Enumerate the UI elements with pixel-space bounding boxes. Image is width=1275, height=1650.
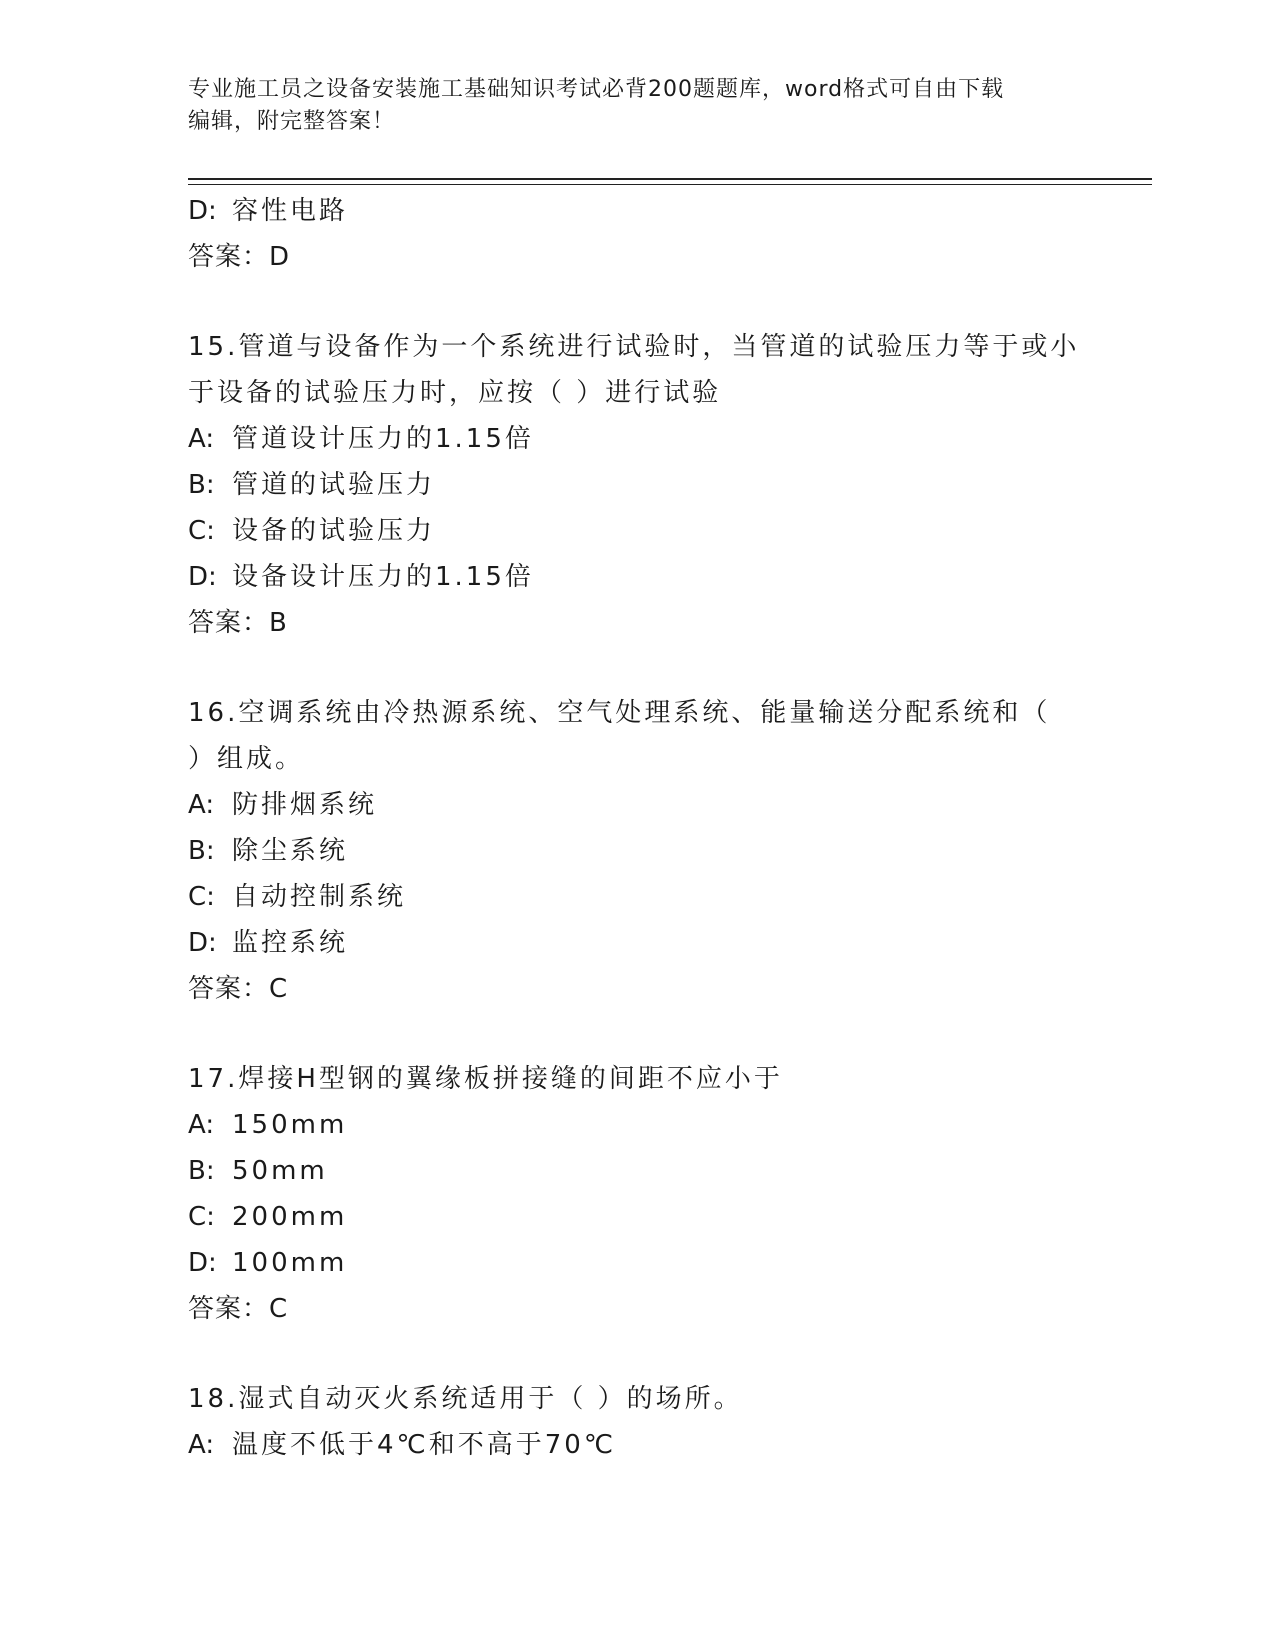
option-label: C: — [188, 516, 215, 546]
option-a — [188, 416, 1088, 462]
option-label: D: — [188, 928, 217, 958]
option-label: C: — [188, 882, 215, 912]
option-c — [188, 1194, 1088, 1240]
option-text: 150mm — [232, 1110, 348, 1140]
option-text: 容性电路 — [232, 196, 349, 226]
answer-text: 答案：C — [188, 974, 289, 1004]
spacer — [188, 280, 1088, 324]
option-c — [188, 874, 1088, 920]
option-a — [188, 1102, 1088, 1148]
option-label: B: — [188, 836, 215, 866]
option-label: D: — [188, 196, 217, 226]
option-label: A: — [188, 424, 215, 454]
option-a — [188, 782, 1088, 828]
option-text: 除尘系统 — [232, 836, 349, 866]
header-divider-thin — [188, 184, 1152, 185]
option-label: A: — [188, 1430, 215, 1460]
question-text-line-1: 17.焊接H型钢的翼缘板拼接缝的间距不应小于 — [188, 1064, 783, 1094]
option-c — [188, 508, 1088, 554]
option-text: 管道的试验压力 — [232, 470, 436, 500]
option-label: B: — [188, 470, 215, 500]
spacer — [188, 646, 1088, 690]
option-d — [188, 920, 1088, 966]
option-text: 自动控制系统 — [232, 882, 407, 912]
option-label: D: — [188, 1248, 217, 1278]
option-text: 50mm — [232, 1156, 328, 1186]
option-text: 200mm — [232, 1202, 348, 1232]
option-text: 设备设计压力的1.15倍 — [232, 562, 534, 592]
question-17 — [188, 1056, 1088, 1332]
option-label: A: — [188, 790, 215, 820]
question-text-line-1: 15.管道与设备作为一个系统进行试验时，当管道的试验压力等于或小 — [188, 332, 1080, 362]
option-b — [188, 462, 1088, 508]
question-text-line-1: 16.空调系统由冷热源系统、空气处理系统、能量输送分配系统和（ — [188, 698, 1051, 728]
option-d — [188, 554, 1088, 600]
option-text: 管道设计压力的1.15倍 — [232, 424, 534, 454]
option-b — [188, 828, 1088, 874]
option-label: B: — [188, 1156, 215, 1186]
question-text-line-1: 18.湿式自动灭火系统适用于（ ）的场所。 — [188, 1384, 743, 1414]
option-d — [188, 1240, 1088, 1286]
option-a — [188, 1422, 1088, 1468]
question-16 — [188, 690, 1088, 1012]
spacer — [188, 1012, 1088, 1056]
answer-text: 答案：D — [188, 242, 291, 272]
option-text: 设备的试验压力 — [232, 516, 436, 546]
option-label: D: — [188, 562, 217, 592]
question-18 — [188, 1376, 1088, 1468]
question-15 — [188, 324, 1088, 646]
option-d — [188, 188, 1088, 234]
option-text: 100mm — [232, 1248, 348, 1278]
header-title-line-1: 专业施工员之设备安装施工基础知识考试必背200题题库，word格式可自由下载 — [188, 77, 1005, 102]
header-title-line-2: 编辑，附完整答案！ — [188, 109, 396, 134]
option-text: 监控系统 — [232, 928, 349, 958]
header-divider-thick — [188, 178, 1152, 180]
document-header — [188, 74, 1088, 138]
option-label: A: — [188, 1110, 215, 1140]
question-14-tail — [188, 188, 1088, 280]
question-text-line-2: 于设备的试验压力时，应按（ ）进行试验 — [188, 378, 722, 408]
option-label: C: — [188, 1202, 215, 1232]
spacer — [188, 1332, 1088, 1376]
question-list — [188, 188, 1088, 1468]
question-text-line-2: ）组成。 — [188, 744, 305, 774]
answer-text: 答案：C — [188, 1294, 289, 1324]
answer-text: 答案：B — [188, 608, 288, 638]
option-text: 防排烟系统 — [232, 790, 378, 820]
option-text: 温度不低于4℃和不高于70℃ — [232, 1430, 617, 1460]
option-b — [188, 1148, 1088, 1194]
